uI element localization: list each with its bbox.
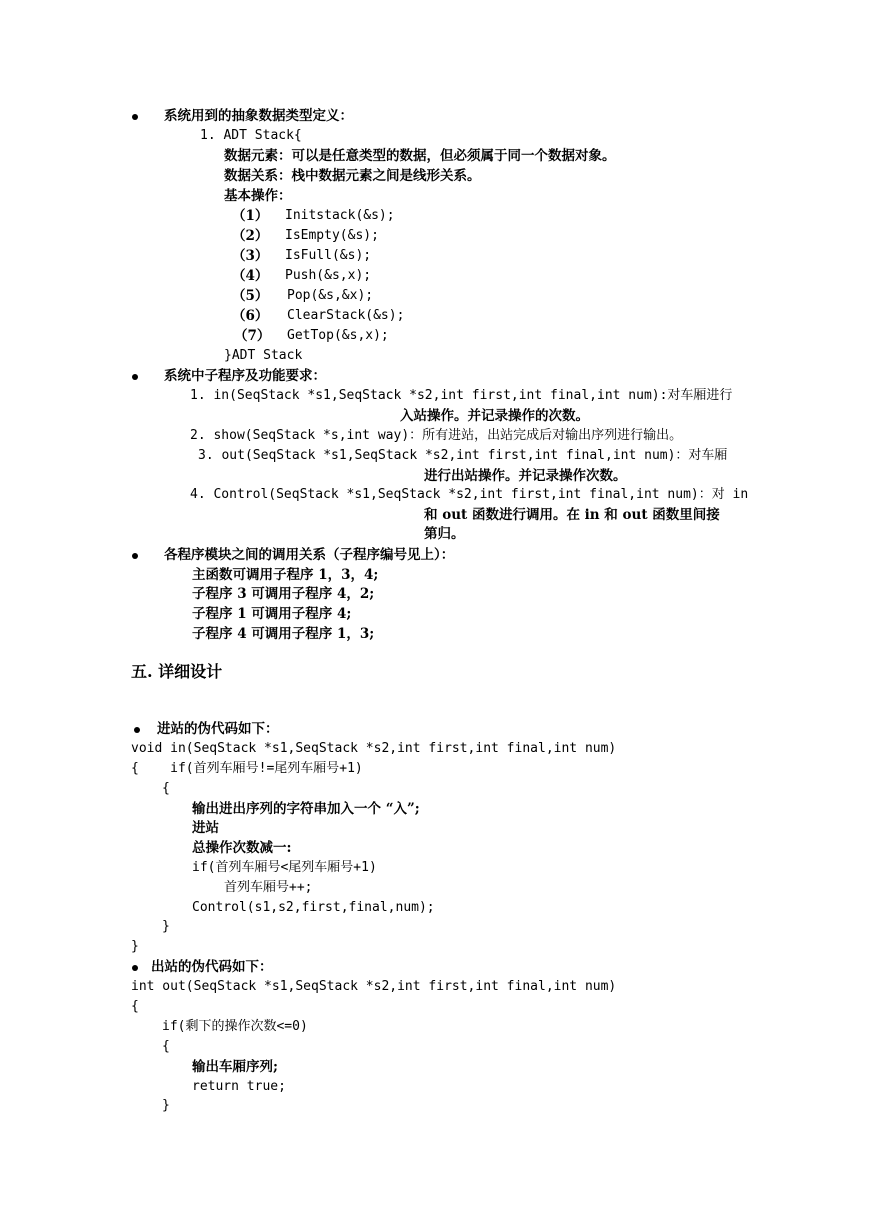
adt-data-elements: 数据元素：可以是任意类型的数据，但必须属于同一个数据对象。 [224,148,616,164]
pseudo-out-line: return true; [192,1079,286,1094]
adt-header: 1. ADT Stack{ [200,128,302,143]
pseudo-out-signature: int out(SeqStack *s1,SeqStack *s2,int first,int final,int num) [131,979,617,994]
op-number: （1） [232,208,269,224]
calls-section-title: 各程序模块之间的调用关系（子程序编号见上）： [164,547,455,563]
op-text: Pop(&s,&x); [287,288,374,303]
call-relation-line: 主函数可调用子程序 1，3，4; [192,567,379,583]
bullet-marker [132,965,138,971]
bullet-marker [132,374,138,380]
op-text: Initstack(&s); [285,208,395,223]
op-text: ClearStack(&s); [287,308,405,323]
subprogram-control-line3: 第归。 [424,526,465,542]
adt-basic-ops-label: 基本操作： [224,188,292,204]
op-text: GetTop(&s,x); [287,328,389,343]
pseudo-in-line: { [162,781,170,796]
pseudo-out-line: { [131,999,139,1014]
pseudo-in-title: 进站的伪代码如下： [157,721,279,737]
op-number: （6） [232,308,269,324]
subprogram-out-line1: 3. out(SeqStack *s1,SeqStack *s2,int first,int final,int num)：对车厢 [198,448,728,463]
pseudo-out-line: 输出车厢序列; [192,1059,278,1075]
subprogram-in-line1: 1. in(SeqStack *s1,SeqStack *s2,int first,int final,int num):对车厢进行 [190,388,733,403]
bullet-marker [132,553,138,559]
subprogram-out-line2: 进行出站操作。并记录操作次数。 [424,468,627,484]
call-relation-line: 子程序 3 可调用子程序 4，2; [192,586,375,602]
call-relation-line: 子程序 1 可调用子程序 4; [192,606,352,622]
op-number: （3） [232,248,269,264]
call-relation-line: 子程序 4 可调用子程序 1，3; [192,626,375,642]
pseudo-out-line: } [162,1098,170,1113]
op-text: IsEmpty(&s); [285,228,379,243]
pseudo-in-signature: void in(SeqStack *s1,SeqStack *s2,int first,int final,int num) [131,741,617,756]
pseudo-in-line: if(首列车厢号<尾列车厢号+1) [192,860,377,875]
op-number: （5） [232,288,269,304]
pseudo-out-line: if(剩下的操作次数<=0) [162,1019,308,1034]
op-number: （2） [232,228,269,244]
op-number: （7） [234,328,271,344]
subprogram-show-line1: 2. show(SeqStack *s,int way)：所有进站，出站完成后对输出序列进行输出。 [190,428,683,443]
adt-section-title: 系统用到的抽象数据类型定义： [164,108,353,124]
pseudo-in-line: 输出进出序列的字符串加入一个 “入”; [192,801,420,817]
subprogram-control-line1: 4. Control(SeqStack *s1,SeqStack *s2,int first,int final,int num)：对 in [190,487,749,502]
pseudo-out-line: { [162,1039,170,1054]
bullet-marker [134,727,140,733]
pseudo-in-line: { if(首列车厢号!=尾列车厢号+1) [131,761,363,776]
adt-data-relation: 数据关系：栈中数据元素之间是线形关系。 [224,168,481,184]
section-heading: 五. 详细设计 [131,662,223,681]
pseudo-in-line: } [131,939,139,954]
pseudo-in-line: 首列车厢号++; [224,880,313,895]
pseudo-in-line: 进站 [192,820,219,836]
adt-footer: }ADT Stack [224,348,303,363]
pseudo-in-line: Control(s1,s2,first,final,num); [192,900,435,915]
op-text: IsFull(&s); [285,248,372,263]
subprogram-in-line2: 入站操作。并记录操作的次数。 [400,408,589,424]
pseudo-in-line: 总操作次数减一: [192,840,292,856]
op-number: （4） [232,268,269,284]
op-text: Push(&s,x); [285,268,372,283]
pseudo-in-line: } [162,919,170,934]
pseudo-out-title: 出站的伪代码如下： [151,959,273,975]
bullet-marker [132,114,138,120]
subprograms-section-title: 系统中子程序及功能要求： [164,368,326,384]
subprogram-control-line2: 和 out 函数进行调用。在 in 和 out 函数里间接 [424,507,720,523]
